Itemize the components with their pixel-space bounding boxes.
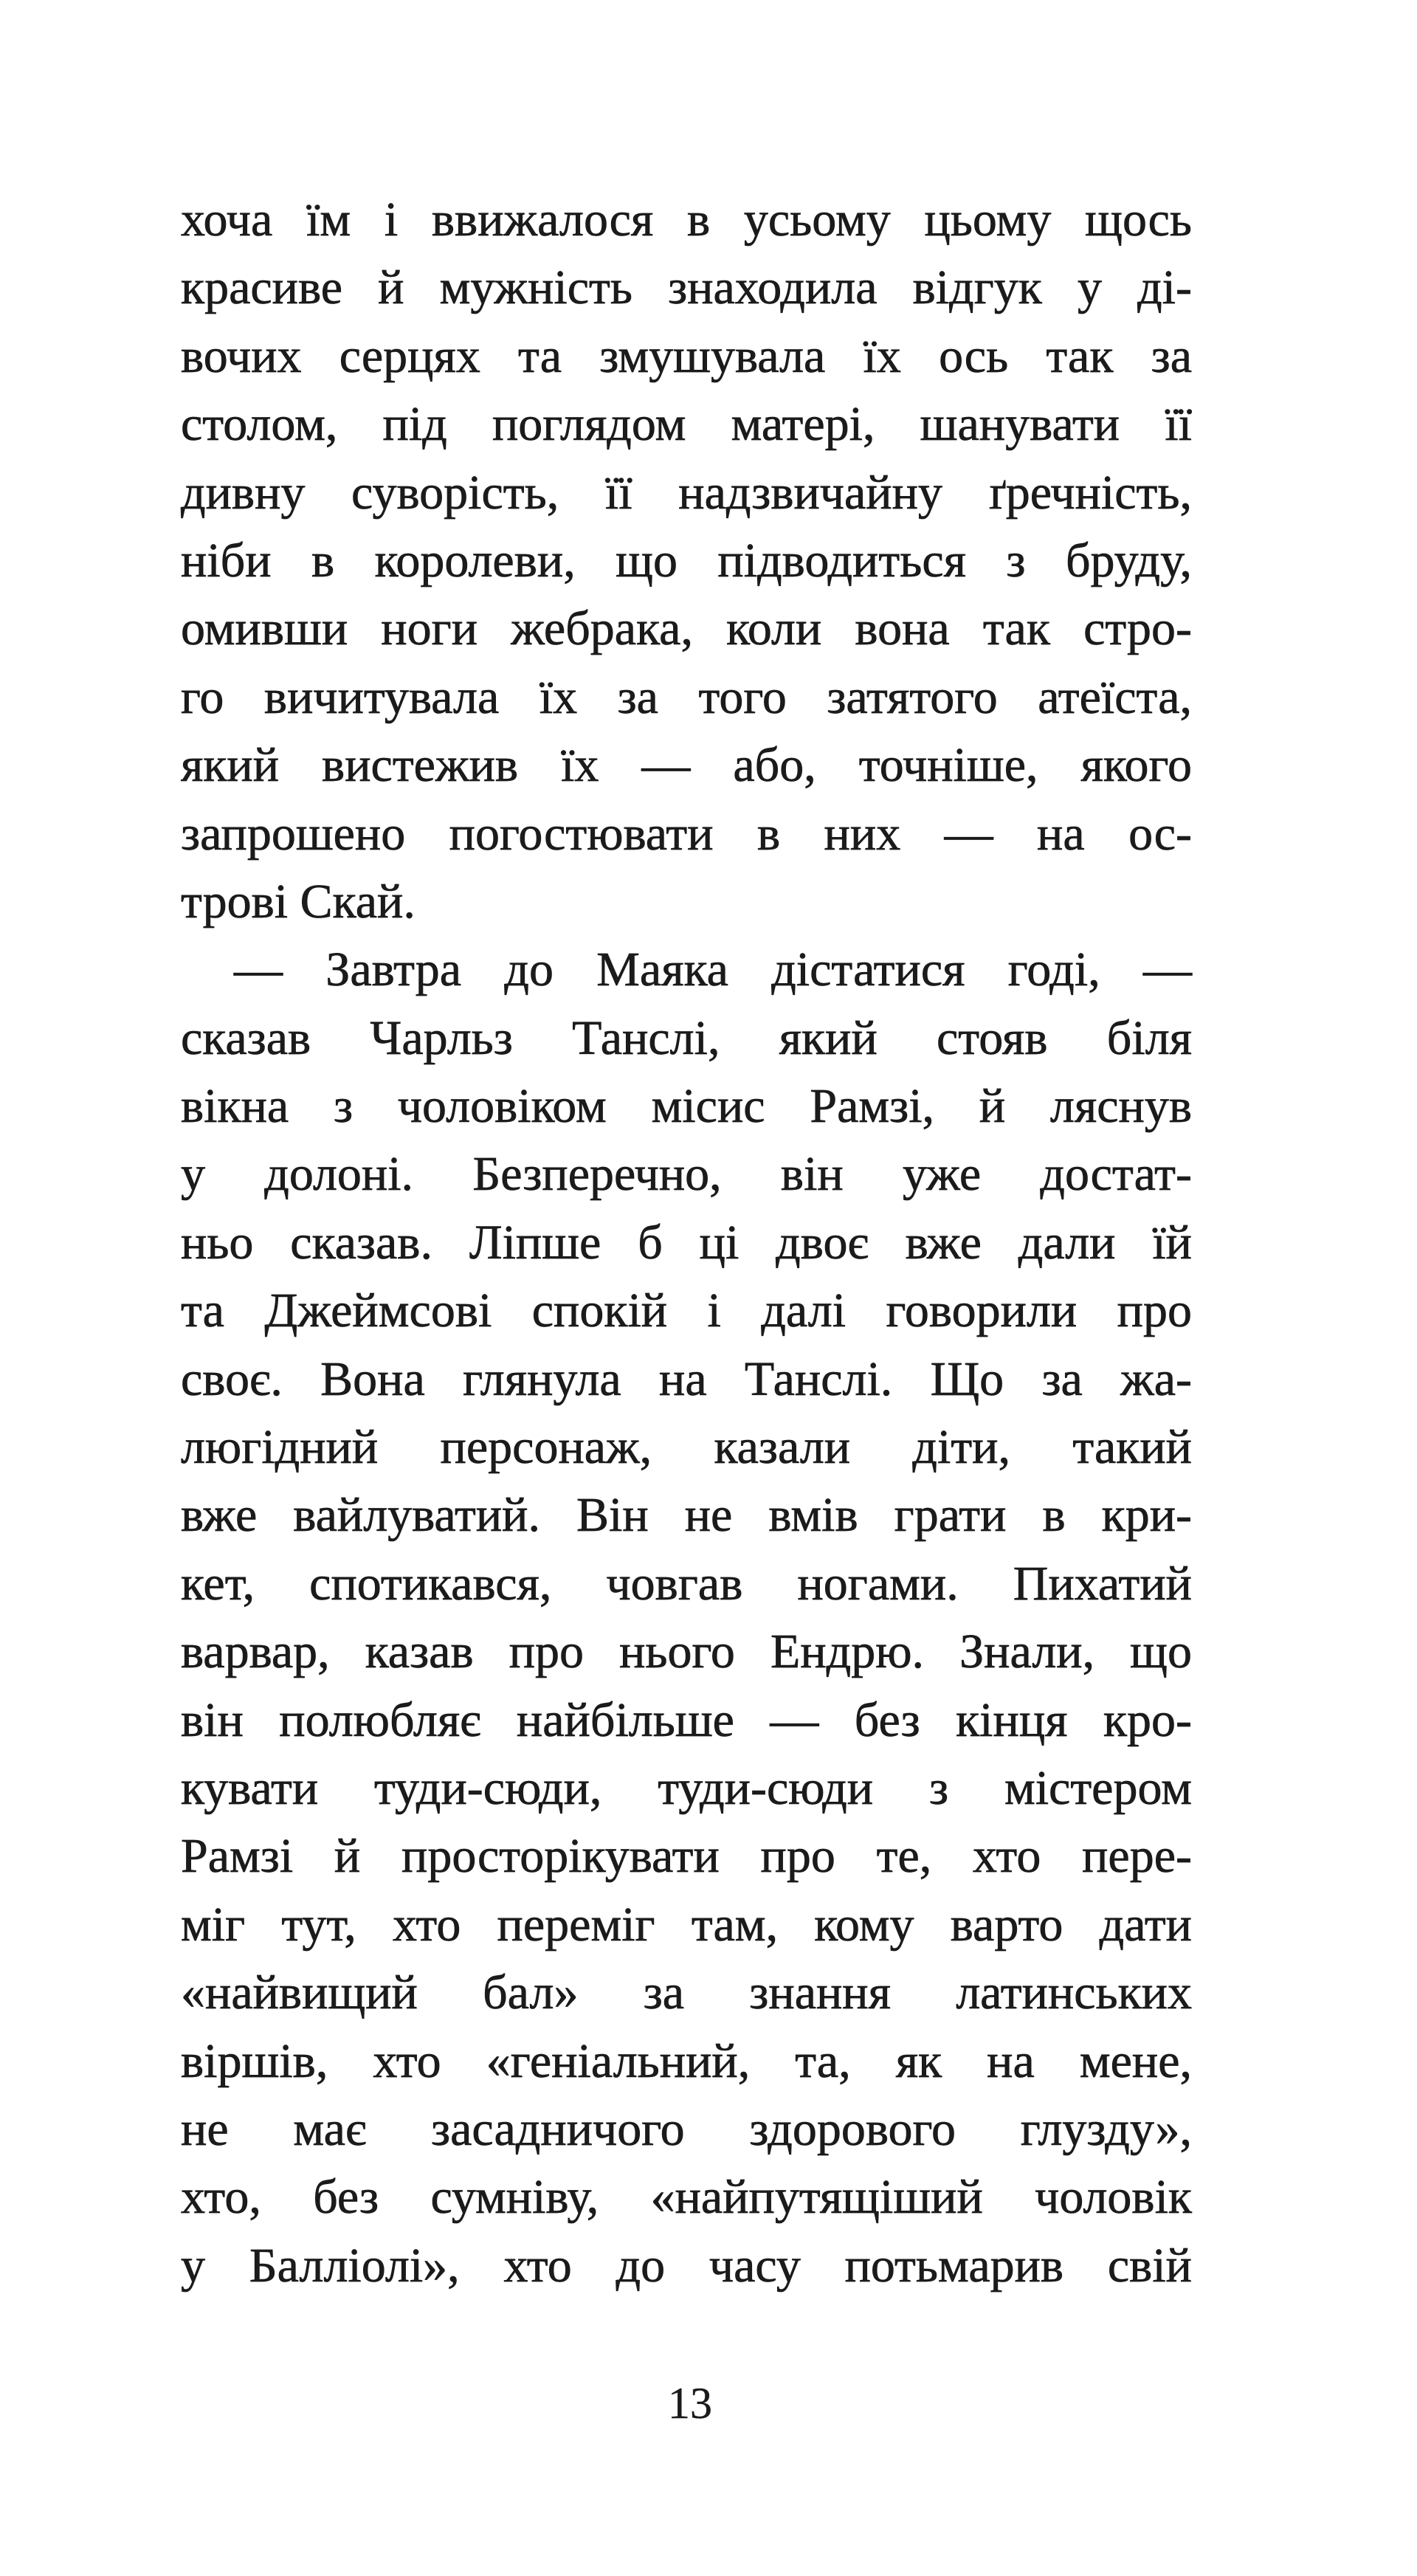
text-line: своє. Вона глянула на Танслі. Що за жа- [181, 1351, 1192, 1406]
text-line: у Балліолі», хто до часу потьмарив свій [181, 2238, 1192, 2293]
page-number: 13 [668, 2379, 712, 2428]
paragraph-2 [181, 936, 1192, 2300]
text-line: столом, під поглядом матері, шанувати її [181, 397, 1192, 452]
text-line: який вистежив їх — або, точніше, якого [181, 738, 1192, 793]
text-line: хоча їм і ввижалося в усьому цьому щось [181, 193, 1192, 247]
text-line: ніби в королеви, що підводиться з бруду, [181, 533, 1192, 588]
text-line: хто, без сумніву, «найпутящіший чоловік [181, 2170, 1192, 2225]
text-line: сказав Чарльз Танслі, який стояв біля [181, 1010, 1192, 1065]
text-line: у долоні. Безперечно, він уже достат- [181, 1147, 1192, 1202]
text-line-paragraph-end: трові Скай. [181, 874, 416, 929]
text-line: вже вайлуватий. Він не вмів грати в кри- [181, 1488, 1192, 1543]
text-line: міг тут, хто переміг там, кому варто дати [181, 1897, 1192, 1952]
text-line: красиве й мужність знаходила відгук у ді- [181, 261, 1192, 315]
text-line: він полюбляє найбільше — без кінця кро- [181, 1692, 1192, 1747]
text-line: вочих серцях та змушувала їх ось так за [181, 328, 1192, 383]
text-line: не має засадничого здорового глузду», [181, 2101, 1192, 2156]
text-line: омивши ноги жебрака, коли вона так стро- [181, 602, 1192, 656]
text-line: «найвищий бал» за знання латинських [181, 1966, 1192, 2020]
paragraph-1 [181, 186, 1192, 936]
text-line: ньо сказав. Ліпше б ці двоє вже дали їй [181, 1215, 1192, 1270]
text-line: вікна з чоловіком місис Рамзі, й ляснув [181, 1079, 1192, 1134]
text-line: Рамзі й просторікувати про те, хто пере- [181, 1829, 1192, 1884]
text-line: віршів, хто «геніальний, та, як на мене, [181, 2033, 1192, 2088]
text-line: варвар, казав про нього Ендрю. Знали, що [181, 1625, 1192, 1679]
text-line: кувати туди-сюди, туди-сюди з містером [181, 1760, 1192, 1815]
text-line: запрошено погостювати в них — на ос- [181, 806, 1192, 861]
text-line: та Джеймсові спокій і далі говорили про [181, 1284, 1192, 1338]
text-line-indented: — Завтра до Маяка дістатися годі, — [234, 943, 1192, 997]
text-line: го вичитувала їх за того затятого атеїста, [181, 669, 1192, 724]
text-line: дивну суворість, її надзвичайну ґречність, [181, 465, 1192, 520]
text-line: люгідний персонаж, казали діти, такий [181, 1420, 1192, 1475]
body-text [181, 186, 1192, 2300]
text-line: кет, спотикався, човгав ногами. Пихатий [181, 1556, 1192, 1611]
